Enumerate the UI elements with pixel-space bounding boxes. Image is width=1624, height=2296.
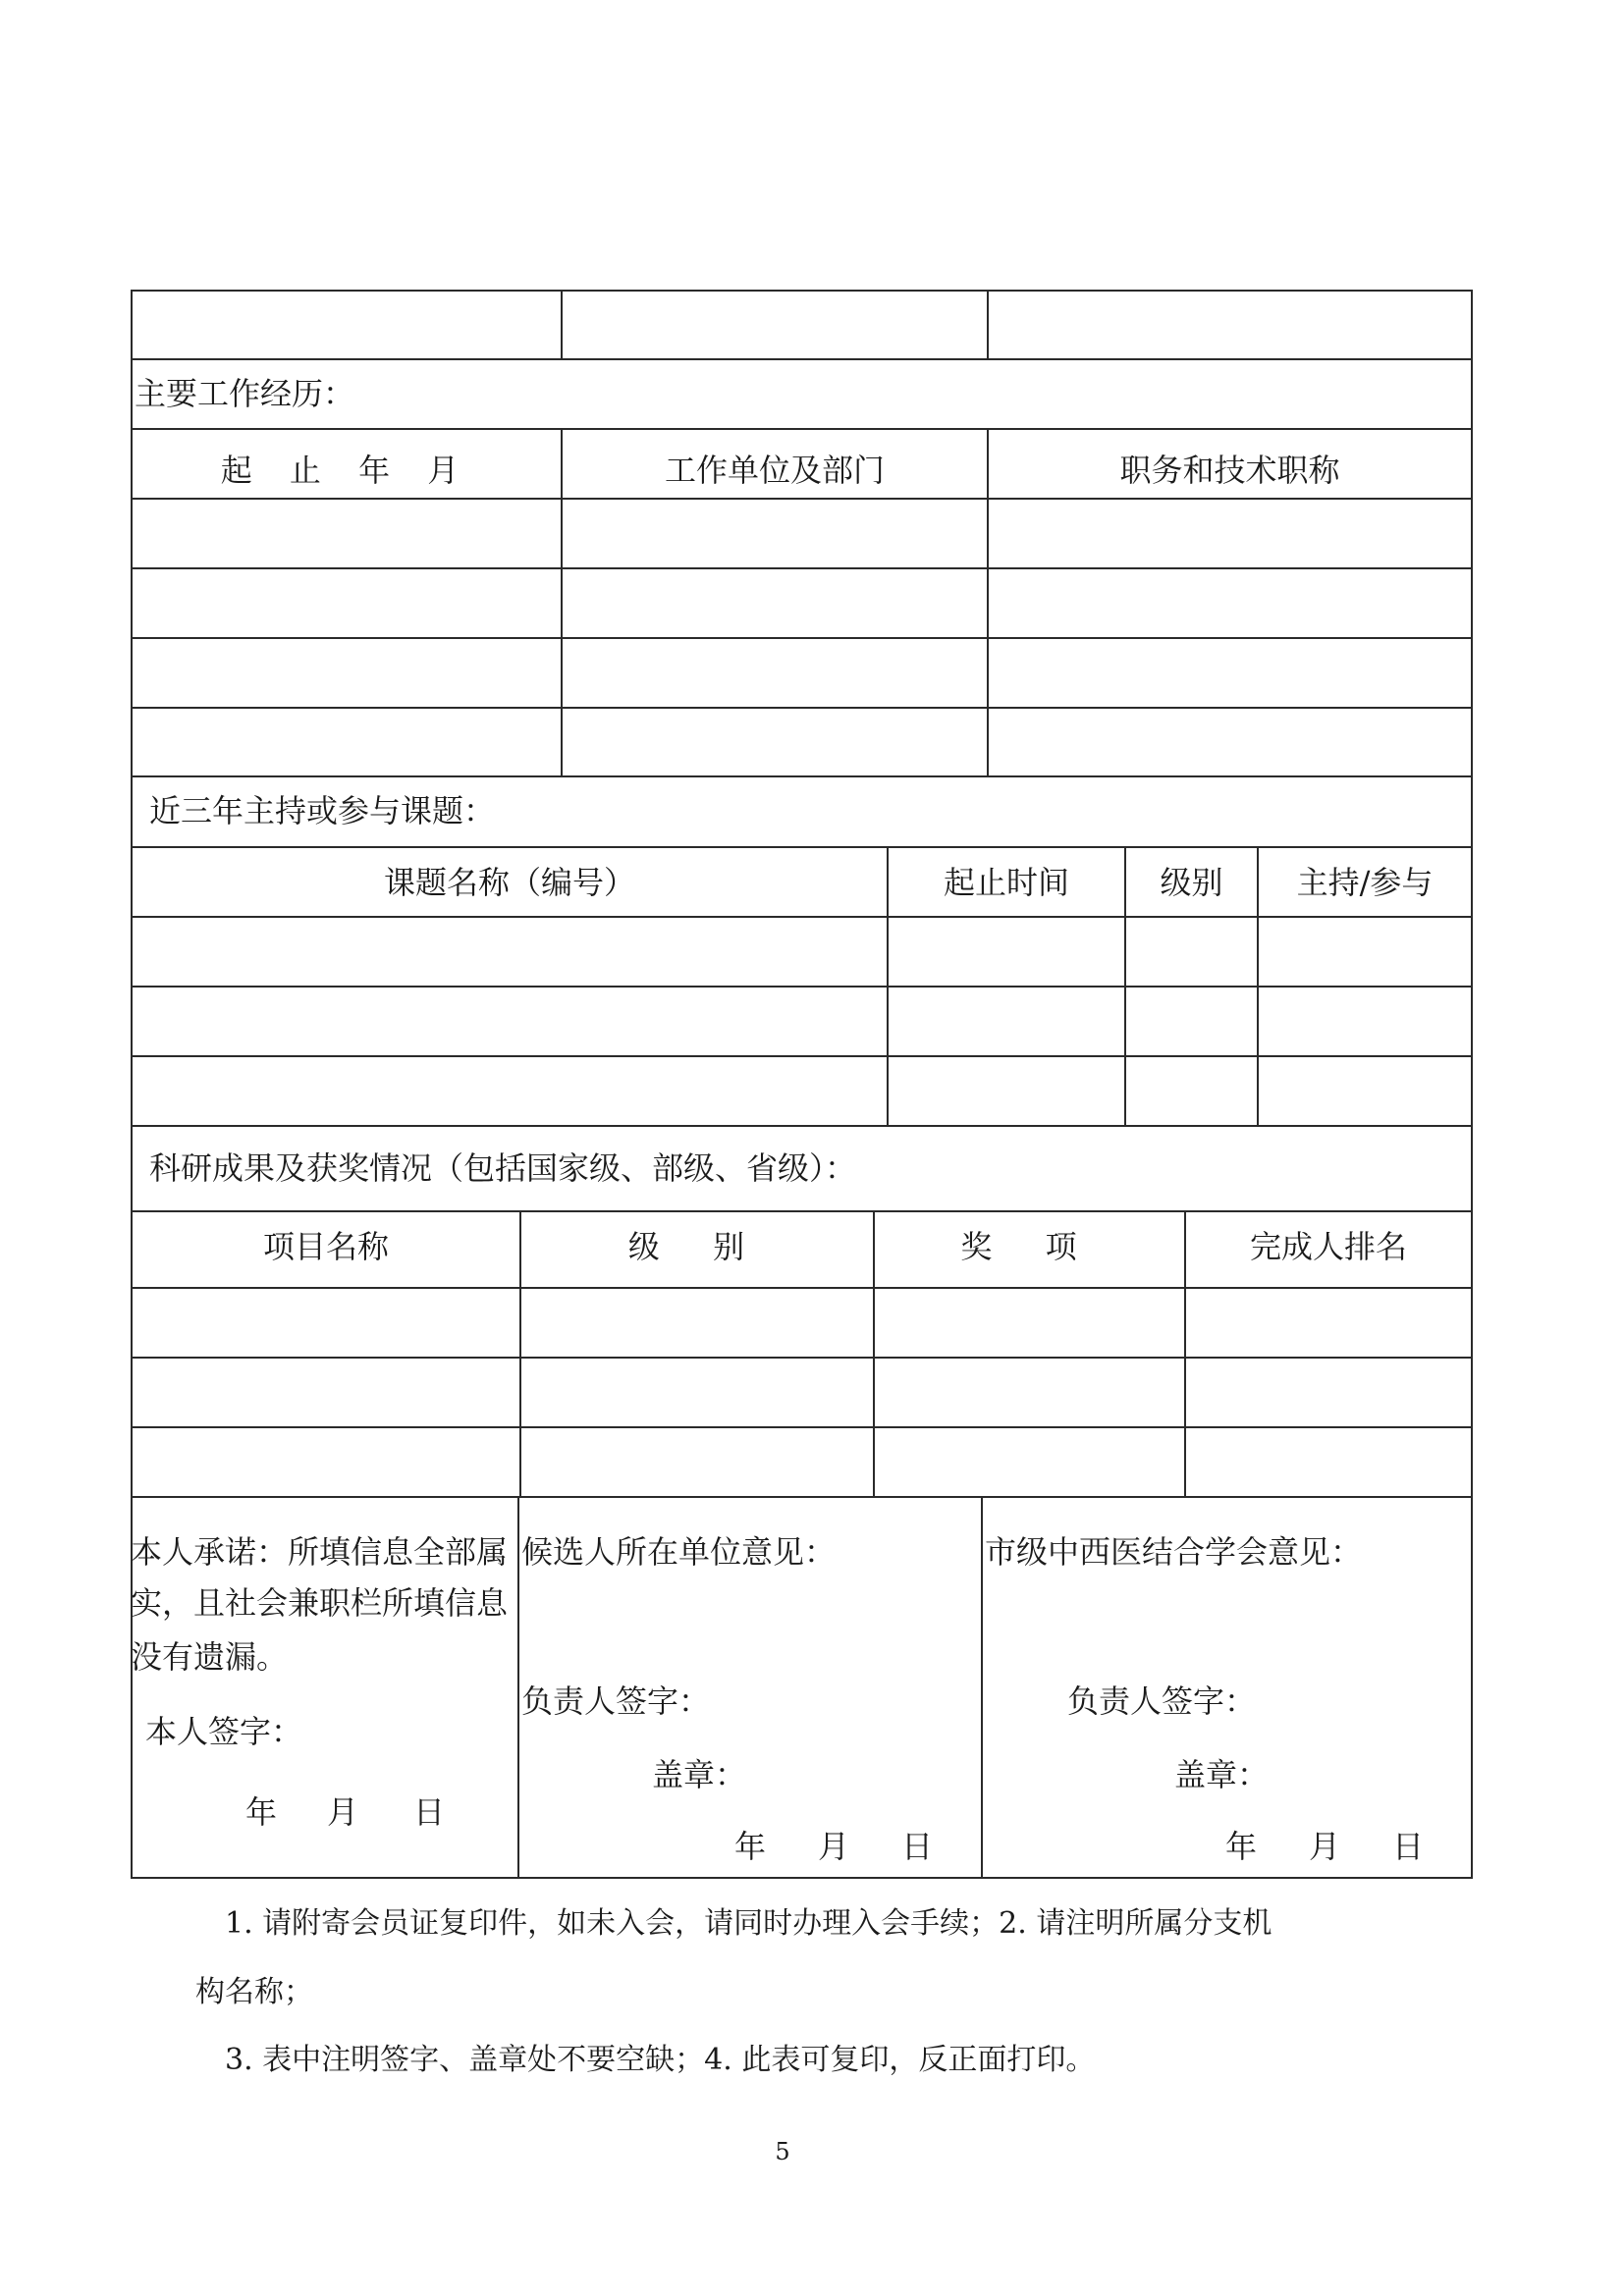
table-rule	[131, 775, 1473, 777]
work-period-header: 起 止 年 月	[220, 452, 473, 489]
project-period-header: 起止时间	[943, 864, 1069, 901]
table-rule	[131, 707, 1473, 709]
table-rule	[131, 567, 1473, 569]
note-line: 1. 请附寄会员证复印件，如未入会，请同时办理入会手续；2. 请注明所属分支机	[225, 1906, 1272, 1941]
work-title-header: 职务和技术职称	[1119, 452, 1340, 489]
self-date-month: 月	[327, 1793, 359, 1831]
page-number: 5	[775, 2138, 790, 2165]
society-date-day: 日	[1392, 1828, 1425, 1865]
column-divider	[561, 290, 563, 360]
note-line: 构名称；	[195, 1975, 313, 2009]
note-line: 3. 表中注明签字、盖章处不要空缺；4. 此表可复印，反正面打印。	[225, 2043, 1096, 2077]
society-date-year: 年	[1225, 1828, 1258, 1865]
table-rule	[131, 1210, 1473, 1212]
award-prize-header: 奖 项	[960, 1228, 1099, 1265]
self-signature-label: 本人签字：	[145, 1713, 303, 1750]
self-date-year: 年	[245, 1793, 278, 1831]
unit-opinion-title: 候选人所在单位意见：	[521, 1533, 837, 1571]
work-unit-header: 工作单位及部门	[664, 452, 885, 489]
society-date-month: 月	[1309, 1828, 1341, 1865]
project-level-header: 级别	[1160, 864, 1223, 901]
table-rule	[131, 1496, 1473, 1498]
project-name-header: 课题名称（编号）	[383, 864, 635, 901]
award-level-header: 级 别	[627, 1228, 767, 1265]
table-rule	[131, 1125, 1473, 1127]
work-history-label: 主要工作经历：	[135, 375, 355, 412]
table-rule	[131, 846, 1473, 848]
column-divider	[981, 1496, 983, 1879]
self-date-day: 日	[413, 1793, 446, 1831]
table-border-bottom	[131, 1877, 1473, 1879]
society-signature-label: 负责人签字：	[1067, 1682, 1257, 1720]
awards-label: 科研成果及获奖情况（包括国家级、部级、省级）：	[149, 1149, 857, 1187]
table-border-right	[1471, 290, 1473, 1879]
unit-seal-label: 盖章：	[652, 1756, 747, 1793]
unit-signature-label: 负责人签字：	[521, 1682, 711, 1720]
society-opinion-title: 市级中西医结合学会意见：	[985, 1533, 1363, 1571]
column-divider	[987, 290, 989, 360]
award-project-header: 项目名称	[262, 1228, 389, 1265]
table-rule	[131, 358, 1473, 360]
table-rule	[131, 1287, 1473, 1289]
self-pledge-line: 实，且社会兼职栏所填信息	[131, 1584, 509, 1622]
society-seal-label: 盖章：	[1174, 1756, 1270, 1793]
table-rule	[131, 428, 1473, 430]
unit-date-month: 月	[818, 1828, 850, 1865]
table-rule	[131, 1426, 1473, 1428]
table-border-top	[131, 290, 1473, 292]
self-pledge-line: 本人承诺：所填信息全部属	[131, 1533, 509, 1571]
projects-label: 近三年主持或参与课题：	[149, 792, 496, 829]
award-rank-header: 完成人排名	[1249, 1228, 1407, 1265]
self-pledge-line: 没有遗漏。	[131, 1638, 289, 1676]
table-rule	[131, 1357, 1473, 1359]
table-rule	[131, 637, 1473, 639]
table-rule	[131, 916, 1473, 918]
project-role-header: 主持/参与	[1296, 864, 1434, 901]
unit-date-day: 日	[901, 1828, 934, 1865]
column-divider	[517, 1496, 519, 1879]
table-rule	[131, 986, 1473, 988]
unit-date-year: 年	[734, 1828, 767, 1865]
table-rule	[131, 498, 1473, 500]
table-rule	[131, 1055, 1473, 1057]
